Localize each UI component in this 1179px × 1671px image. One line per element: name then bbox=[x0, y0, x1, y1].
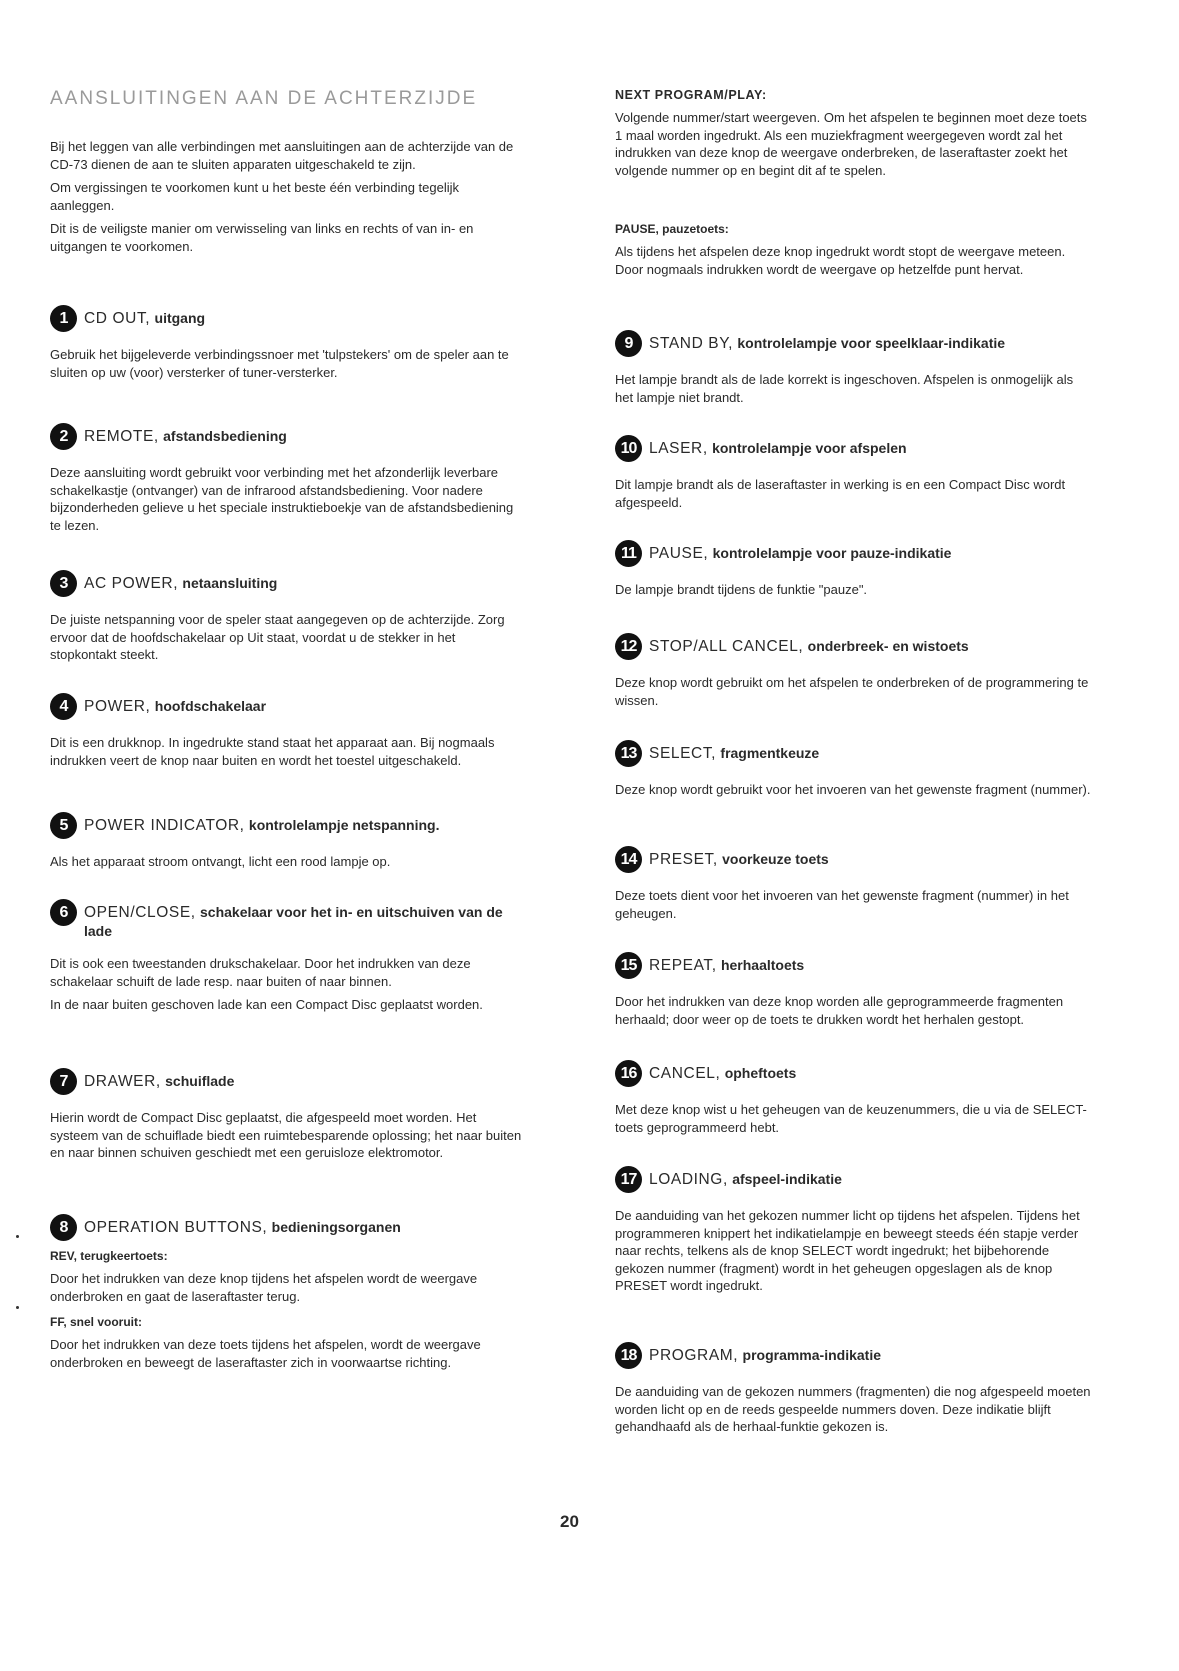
number-badge: 18 bbox=[615, 1342, 642, 1369]
next-program-label: NEXT PROGRAM/PLAY: bbox=[615, 88, 767, 102]
heading-key: SELECT, bbox=[649, 745, 717, 762]
section-loading bbox=[615, 1166, 1091, 1301]
section-preset bbox=[615, 846, 1091, 928]
section-power-indicator bbox=[50, 812, 524, 877]
section-body: Deze knop wordt gebruikt om het afspelen te onderbreken of de programmering te wissen. bbox=[615, 675, 1089, 708]
heading-desc: netaansluiting bbox=[182, 575, 278, 591]
page-number: 20 bbox=[560, 1512, 579, 1531]
heading-desc: fragmentkeuze bbox=[720, 745, 820, 761]
section-heading bbox=[615, 633, 1091, 660]
heading-key: CD OUT, bbox=[84, 310, 151, 327]
page-title: AANSLUITINGEN AAN DE ACHTERZIJDE bbox=[50, 88, 478, 109]
section-body: Gebruik het bijgeleverde verbindingssnoer met 'tulpstekers' om de speler aan te sluiten op uw (voor) versterker of tuner-versterker. bbox=[50, 347, 509, 380]
number-badge: 6 bbox=[50, 899, 77, 926]
ff-label: FF, snel vooruit: bbox=[50, 1315, 143, 1329]
heading-key: POWER INDICATOR, bbox=[84, 817, 245, 834]
section-heading bbox=[50, 570, 524, 597]
section-heading bbox=[615, 1166, 1091, 1193]
number-badge: 13 bbox=[615, 740, 642, 767]
rev-text: Door het indrukken van deze knop tijdens het afspelen wordt de weergave onderbroken en gaat de laseraftaster terug. bbox=[50, 1271, 478, 1304]
pause-label: PAUSE, pauzetoets: bbox=[615, 222, 729, 236]
intro-paragraph: Om vergissingen te voorkomen kunt u het beste één verbinding tegelijk aanleggen. bbox=[50, 180, 460, 213]
number-badge: 8 bbox=[50, 1214, 77, 1241]
section-heading bbox=[615, 1342, 1091, 1369]
heading-key: OPEN/CLOSE, bbox=[84, 904, 196, 921]
section-body: Deze toets dient voor het invoeren van het gewenste fragment (nummer) in het geheugen. bbox=[615, 888, 1069, 921]
section-heading bbox=[615, 952, 1091, 979]
pause-text: Als tijdens het afspelen deze knop ingedrukt wordt stopt de weergave meteen. Door nogmaals indrukken wordt de weergave op hetzelfde punt hervat. bbox=[615, 244, 1066, 277]
section-heading bbox=[615, 1060, 1091, 1087]
number-badge: 11 bbox=[615, 540, 642, 567]
number-badge: 16 bbox=[615, 1060, 642, 1087]
section-heading bbox=[615, 435, 1091, 462]
section-heading bbox=[615, 330, 1091, 357]
number-badge: 15 bbox=[615, 952, 642, 979]
number-badge: 2 bbox=[50, 423, 77, 450]
section-heading bbox=[615, 540, 1091, 567]
section-power bbox=[50, 693, 524, 775]
section-body: Dit is ook een tweestanden drukschakelaar. Door het indrukken van deze schakelaar schuift de lade resp. naar buiten of naar binnen. bbox=[50, 956, 471, 989]
section-stop-all-cancel bbox=[615, 633, 1091, 715]
section-heading bbox=[615, 846, 1091, 873]
section-ac-power bbox=[50, 570, 524, 670]
section-select bbox=[615, 740, 1091, 805]
page-title-block bbox=[50, 88, 524, 110]
heading-key: LASER, bbox=[649, 440, 708, 457]
heading-key: STAND BY, bbox=[649, 335, 734, 352]
section-stand-by bbox=[615, 330, 1091, 412]
heading-desc: herhaaltoets bbox=[720, 957, 805, 973]
next-program-section bbox=[615, 88, 1091, 185]
section-open-close bbox=[50, 899, 524, 1020]
section-pause-indicator bbox=[615, 540, 1091, 605]
number-badge: 5 bbox=[50, 812, 77, 839]
section-heading bbox=[50, 305, 524, 332]
section-body: De juiste netspanning voor de speler staat aangegeven op de achterzijde. Zorg ervoor dat de hoofdschakelaar op Uit staat, voordat u de stekker in het stopkontakt steekt. bbox=[50, 612, 505, 662]
number-badge: 3 bbox=[50, 570, 77, 597]
section-laser bbox=[615, 435, 1091, 517]
ff-text: Door het indrukken van deze toets tijdens het afspelen, wordt de weergave onderbroken en beweegt de laseraftaster zich in voorwaartse richting. bbox=[50, 1337, 481, 1370]
number-badge: 9 bbox=[615, 330, 642, 357]
section-drawer bbox=[50, 1068, 524, 1168]
heading-key: REPEAT, bbox=[649, 957, 717, 974]
heading-desc: schakelaar voor het in- en uitschuiven van de lade bbox=[84, 904, 503, 939]
section-body: Dit lampje brandt als de laseraftaster in werking is en een Compact Disc wordt afgespeeld. bbox=[615, 477, 1066, 510]
intro-section bbox=[50, 138, 524, 261]
heading-key: AC POWER, bbox=[84, 575, 179, 592]
rev-label: REV, terugkeertoets: bbox=[50, 1249, 168, 1263]
number-badge: 14 bbox=[615, 846, 642, 873]
heading-desc: opheftoets bbox=[724, 1065, 797, 1081]
section-heading bbox=[50, 1068, 524, 1095]
heading-key: REMOTE, bbox=[84, 428, 159, 445]
heading-key: STOP/ALL CANCEL, bbox=[649, 638, 804, 655]
heading-key: PAUSE, bbox=[649, 545, 709, 562]
section-body: Met deze knop wist u het geheugen van de keuzenummers, die u via de SELECT-toets geprogrammeerd hebt. bbox=[615, 1102, 1087, 1135]
heading-key: PRESET, bbox=[649, 851, 718, 868]
heading-desc: hoofdschakelaar bbox=[154, 698, 267, 714]
heading-desc: uitgang bbox=[154, 310, 206, 326]
next-program-text: Volgende nummer/start weergeven. Om het afspelen te beginnen moet deze toets 1 maal worden ingedrukt. Als een muziekfragment weergegeven wordt zal het indrukken van deze knop de weergave onderbreken, de laseraftaster zoekt het volgende nummer op en begint dit af te spelen. bbox=[615, 110, 1087, 178]
heading-key: CANCEL, bbox=[649, 1065, 721, 1082]
section-heading bbox=[615, 740, 1091, 767]
heading-desc: kontrolelampje voor afspelen bbox=[712, 440, 907, 456]
heading-key: DRAWER, bbox=[84, 1073, 161, 1090]
heading-desc: bedieningsorganen bbox=[271, 1219, 401, 1235]
section-body: Deze knop wordt gebruikt voor het invoeren van het gewenste fragment (nummer). bbox=[615, 782, 1091, 797]
section-body: De lampje brandt tijdens de funktie "pauze". bbox=[615, 582, 868, 597]
section-operation-buttons bbox=[50, 1214, 524, 1377]
intro-paragraph: Bij het leggen van alle verbindingen met aansluitingen aan de achterzijde van de CD-73 dienen de aan te sluiten apparaten uitgeschakeld te zijn. bbox=[50, 139, 514, 172]
section-body: Door het indrukken van deze knop worden alle geprogrammeerde fragmenten herhaald; door weer op de toets te drukken wordt het herhalen gestopt. bbox=[615, 994, 1064, 1027]
section-cancel bbox=[615, 1060, 1091, 1142]
heading-desc: afspeel-indikatie bbox=[732, 1171, 842, 1187]
section-program bbox=[615, 1342, 1091, 1442]
heading-desc: onderbreek- en wistoets bbox=[807, 638, 969, 654]
section-heading bbox=[50, 693, 524, 720]
heading-desc: kontrolelampje netspanning. bbox=[248, 817, 440, 833]
scan-speck bbox=[16, 1306, 19, 1309]
heading-desc: afstandsbediening bbox=[163, 428, 287, 444]
number-badge: 4 bbox=[50, 693, 77, 720]
heading-key: LOADING, bbox=[649, 1171, 728, 1188]
number-badge: 17 bbox=[615, 1166, 642, 1193]
heading-desc: schuiflade bbox=[165, 1073, 235, 1089]
heading-desc: kontrolelampje voor speelklaar-indikatie bbox=[737, 335, 1006, 351]
intro-paragraph: Dit is de veiligste manier om verwisseling van links en rechts of van in- en uitgangen te voorkomen. bbox=[50, 221, 474, 254]
heading-key: OPERATION BUTTONS, bbox=[84, 1219, 268, 1236]
heading-desc: voorkeuze toets bbox=[722, 851, 829, 867]
section-heading bbox=[50, 899, 524, 941]
section-heading bbox=[50, 1214, 524, 1241]
number-badge: 10 bbox=[615, 435, 642, 462]
section-repeat bbox=[615, 952, 1091, 1034]
section-cd-out bbox=[50, 305, 524, 387]
section-body: De aanduiding van het gekozen nummer licht op tijdens het afspelen. Tijdens het programmeren knippert het indikatielampje en beweegt steeds één stapje verder naar rechts, telkens als de knop SELECT wordt ingedrukt; het bijbehorende gekozen nummer (fragment) wordt in het geheugen opgeslagen als de knop PRESET wordt ingedrukt. bbox=[615, 1208, 1080, 1293]
section-body: Als het apparaat stroom ontvangt, licht een rood lampje op. bbox=[50, 854, 391, 869]
section-heading bbox=[50, 812, 524, 839]
heading-key: POWER, bbox=[84, 698, 151, 715]
section-heading bbox=[50, 423, 524, 450]
heading-key: PROGRAM, bbox=[649, 1347, 739, 1364]
section-body: Deze aansluiting wordt gebruikt voor verbinding met het afzonderlijk leverbare schakelkastje (ontvanger) van de infrarood afstandsbediening. Voor nadere bijzonderheden gelieve u het speciale instruktieboekje van de afstandsbediening te lezen. bbox=[50, 465, 514, 533]
heading-desc: kontrolelampje voor pauze-indikatie bbox=[712, 545, 952, 561]
section-body: De aanduiding van de gekozen nummers (fragmenten) die nog afgespeeld moeten worden licht op en de reeds gespeelde nummers doven. Deze indikatie blijft gehandhaafd als de herhaal-funktie gekozen is. bbox=[615, 1384, 1091, 1434]
section-body: Dit is een drukknop. In ingedrukte stand staat het apparaat aan. Bij nogmaals indrukken veert de knop naar buiten en wordt het toestel uitgeschakeld. bbox=[50, 735, 495, 768]
number-badge: 7 bbox=[50, 1068, 77, 1095]
number-badge: 12 bbox=[615, 633, 642, 660]
section-remote bbox=[50, 423, 524, 540]
pause-button-section bbox=[615, 222, 1091, 284]
section-body: Het lampje brandt als de lade korrekt is ingeschoven. Afspelen is onmogelijk als het lampje niet brandt. bbox=[615, 372, 1074, 405]
heading-desc: programma-indikatie bbox=[742, 1347, 881, 1363]
section-body: In de naar buiten geschoven lade kan een Compact Disc geplaatst worden. bbox=[50, 997, 483, 1012]
scan-speck bbox=[16, 1235, 19, 1238]
section-body: Hierin wordt de Compact Disc geplaatst, die afgespeeld moet worden. Het systeem van de schuiflade biedt een ruimtebesparende oplossing; het naar buiten en naar binnen schuiven geschiedt met een geruisloze elektromotor. bbox=[50, 1110, 522, 1160]
number-badge: 1 bbox=[50, 305, 77, 332]
